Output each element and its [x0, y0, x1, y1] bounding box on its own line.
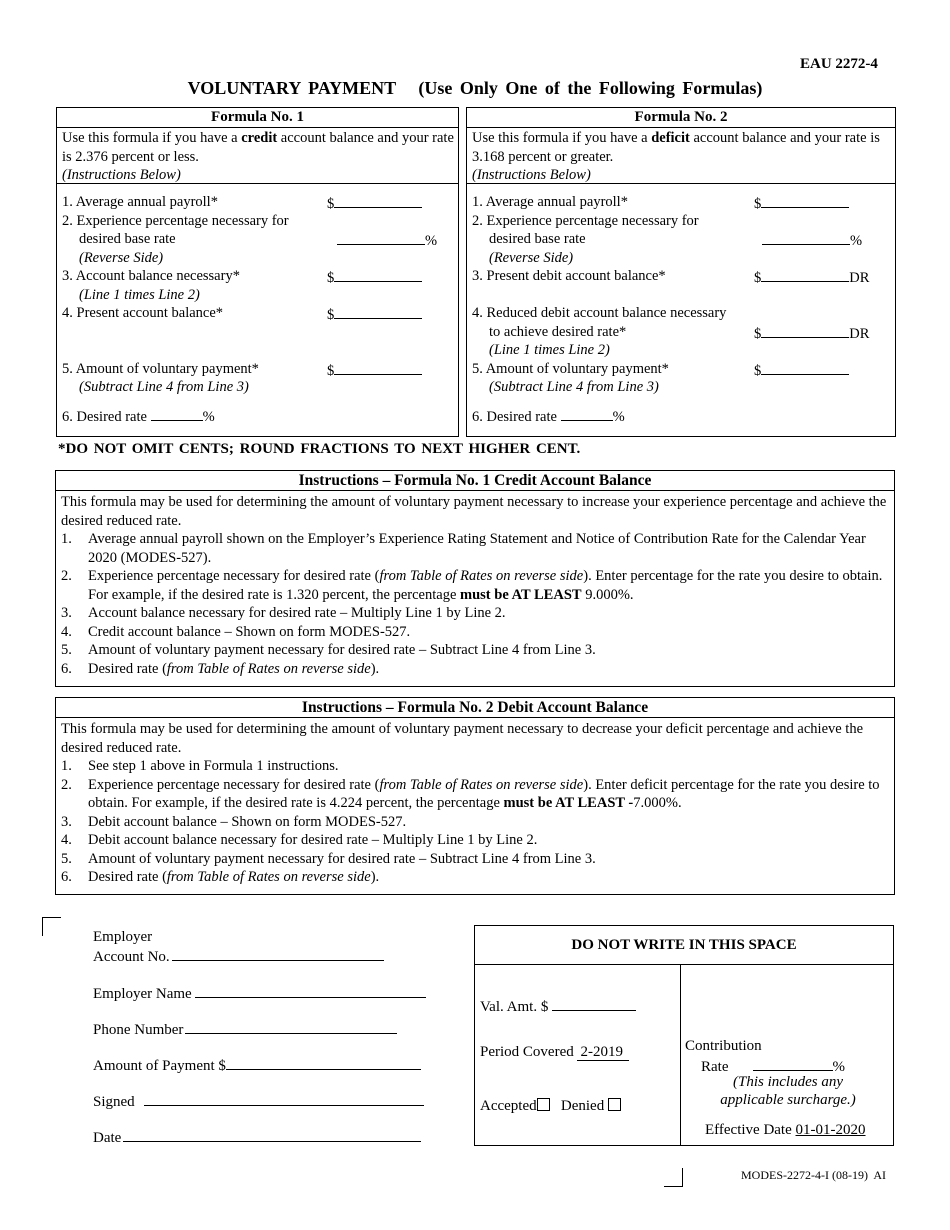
- form-id: EAU 2272-4: [800, 56, 878, 72]
- dollar-sign: $: [754, 326, 762, 342]
- val-amt-label: Val. Amt. $: [480, 999, 549, 1015]
- dollar-sign: $: [327, 307, 335, 323]
- f1-line3-field[interactable]: [327, 267, 422, 288]
- f1-line1-label: 1. Average annual payroll*: [62, 194, 218, 210]
- list-item: 4. Credit account balance – Shown on form MODES-527.: [61, 623, 411, 640]
- instructions-1-intro: This formula may be used for determining the amount of voluntary payment necessary to increase your experience percentage and achieve the desired reduced rate.: [61, 494, 887, 529]
- intro-text: Use this formula if you have a: [472, 130, 652, 146]
- intro-bold: deficit: [651, 130, 690, 146]
- employer-name-field[interactable]: [195, 983, 426, 998]
- f2-line1-field[interactable]: [754, 193, 849, 214]
- list-item: 1. Average annual payroll shown on the Employer’s Experience Rating Statement and Notice of Contribution Rate for the Calendar Year 2020 (MODES-527).: [61, 531, 866, 566]
- denied-checkbox[interactable]: [608, 1098, 621, 1111]
- dollar-sign: $: [327, 196, 335, 212]
- f2-line1-label: 1. Average annual payroll*: [472, 194, 628, 210]
- list-item: 6. Desired rate (from Table of Rates on reverse side).: [61, 660, 380, 677]
- list-item: 5. Amount of voluntary payment necessary for desired rate – Subtract Line 4 from Line 3.: [61, 850, 596, 867]
- dollar-sign: $: [754, 196, 762, 212]
- f2-line3-field[interactable]: [754, 267, 869, 288]
- account-label: [93, 928, 384, 966]
- f1-line4-field[interactable]: [327, 304, 422, 325]
- formula-2-intro: [467, 128, 895, 184]
- f1-line5-note: (Subtract Line 4 from Line 3): [79, 379, 249, 395]
- f2-line2-field[interactable]: [762, 230, 862, 251]
- f1-line3-label: 3. Account balance necessary*: [62, 268, 240, 284]
- contrib-label: Contribution: [685, 1038, 762, 1054]
- rate-field[interactable]: [753, 1056, 833, 1071]
- f1-line1-field[interactable]: [327, 193, 422, 214]
- signed-label: Signed: [93, 1094, 135, 1110]
- intro-note: (Instructions Below): [62, 167, 181, 183]
- f1-line6: [62, 406, 215, 427]
- form-footer-id: MODES-2272-4-I (08-19) AI: [741, 1168, 886, 1182]
- surcharge-line1: (This includes any: [733, 1074, 843, 1090]
- f2-line6-field[interactable]: [561, 406, 613, 421]
- f2-line2-note: (Reverse Side): [489, 250, 574, 266]
- percent-sign: %: [832, 1059, 845, 1075]
- percent-sign: %: [425, 233, 438, 249]
- val-amt-field[interactable]: [552, 996, 636, 1011]
- signed-row: [93, 1091, 424, 1111]
- percent-sign: %: [850, 233, 863, 249]
- f1-line3-note: (Line 1 times Line 2): [79, 287, 200, 303]
- formula-2-box: [466, 107, 896, 437]
- signature-field[interactable]: [144, 1091, 424, 1106]
- intro-text: Use this formula if you have a: [62, 130, 242, 146]
- list-item: 5. Amount of voluntary payment necessary for desired rate – Subtract Line 4 from Line 3.: [61, 642, 596, 658]
- list-item: 2. Experience percentage necessary for desired rate (from Table of Rates on reverse side). Enter percentage for the rate you desire to obtain. For example, if the desired rate is 1.320 percent, the percentage must be AT LEAST 9.000%.: [61, 568, 883, 603]
- list-item: 2. Experience percentage necessary for desired rate (from Table of Rates on reverse side). Enter deficit percentage for the rate you desire to obtain. For example, if the desired rate is 4.224 percent, the percentage must be AT LEAST -7.000%.: [61, 776, 880, 811]
- f1-line2-note: (Reverse Side): [79, 250, 164, 266]
- f1-line2-field[interactable]: [337, 230, 437, 251]
- corner-mark: [664, 1168, 683, 1187]
- instructions-1-body: [56, 491, 894, 678]
- list-item: 4. Debit account balance necessary for desired rate – Multiply Line 1 by Line 2.: [61, 832, 538, 848]
- f2-line5-field[interactable]: [754, 360, 849, 381]
- surcharge-line2: applicable surcharge.): [720, 1092, 856, 1108]
- instructions-1-heading: Instructions – Formula No. 1 Credit Account Balance: [56, 471, 894, 491]
- f2-line2-sub: desired base rate: [489, 231, 586, 247]
- status-row: [480, 1098, 621, 1115]
- instructions-1: [55, 470, 895, 687]
- f1-line6-field[interactable]: [151, 406, 203, 421]
- f2-line5-note: (Subtract Line 4 from Line 3): [489, 379, 659, 395]
- formula-1-heading: Formula No. 1: [57, 108, 458, 128]
- formula-1-box: [56, 107, 459, 437]
- list-item: 1. See step 1 above in Formula 1 instructions.: [61, 758, 339, 774]
- office-use-heading: DO NOT WRITE IN THIS SPACE: [475, 926, 893, 965]
- period-label: Period Covered: [480, 1044, 574, 1060]
- effective-date-label: Effective Date: [705, 1122, 792, 1138]
- f2-line4-note: (Line 1 times Line 2): [489, 342, 610, 358]
- accepted-checkbox[interactable]: [537, 1098, 550, 1111]
- rate-label: Rate: [701, 1059, 729, 1075]
- account-label-line2: Account No.: [93, 949, 170, 965]
- period-value: 2-2019: [577, 1044, 629, 1061]
- instructions-2-body: [56, 718, 894, 887]
- dollar-sign: $: [327, 363, 335, 379]
- effective-date-value: 01-01-2020: [795, 1122, 866, 1138]
- effective-date-row: [705, 1122, 866, 1139]
- phone-row: [93, 1019, 397, 1039]
- account-label-line1: Employer: [93, 929, 153, 945]
- list-item: 6. Desired rate (from Table of Rates on reverse side).: [61, 869, 380, 885]
- employer-name-row: [93, 983, 426, 1003]
- amount-label: Amount of Payment $: [93, 1058, 226, 1074]
- percent-sign: %: [202, 409, 215, 425]
- percent-sign: %: [612, 409, 625, 425]
- account-no-field[interactable]: [172, 946, 384, 961]
- list-item: 3. Debit account balance – Shown on form MODES-527.: [61, 813, 407, 830]
- f2-line4-label: 4. Reduced debit account balance necessary: [472, 305, 727, 321]
- surcharge-note: [681, 1073, 895, 1109]
- f1-line2-sub: desired base rate: [79, 231, 176, 247]
- phone-label: Phone Number: [93, 1022, 184, 1038]
- f1-line5-field[interactable]: [327, 360, 422, 381]
- list-item: 3. Account balance necessary for desired rate – Multiply Line 1 by Line 2.: [61, 605, 506, 621]
- phone-field[interactable]: [185, 1019, 397, 1034]
- intro-bold: credit: [241, 130, 278, 146]
- office-use-box: [474, 925, 894, 1146]
- f2-line2-label: 2. Experience percentage necessary for: [472, 213, 699, 229]
- f1-line5-label: 5. Amount of voluntary payment*: [62, 361, 259, 377]
- instructions-2-heading: Instructions – Formula No. 2 Debit Account Balance: [56, 698, 894, 718]
- period-row: [480, 1044, 629, 1061]
- f2-line5-label: 5. Amount of voluntary payment*: [472, 361, 669, 377]
- val-amt-row: [480, 996, 636, 1016]
- f1-line2-label: 2. Experience percentage necessary for: [62, 213, 289, 229]
- dr-suffix: DR: [849, 326, 870, 342]
- date-label: Date: [93, 1130, 122, 1146]
- f1-line4-label: 4. Present account balance*: [62, 305, 224, 321]
- denied-label: Denied: [560, 1098, 605, 1114]
- intro-text: account balance and your rate is 2.376 percent or less.: [62, 130, 454, 165]
- f1-line6-label: 6. Desired rate: [62, 409, 147, 425]
- cents-note: *DO NOT OMIT CENTS; ROUND FRACTIONS TO NEXT HIGHER CENT.: [58, 441, 581, 457]
- date-row: [93, 1127, 421, 1147]
- instructions-2-intro: This formula may be used for determining the amount of voluntary payment necessary to decrease your deficit percentage and achieve the desired reduced rate.: [61, 721, 864, 756]
- intro-note: (Instructions Below): [472, 167, 591, 183]
- dollar-sign: $: [754, 270, 762, 286]
- office-use-left: [475, 965, 681, 1145]
- f2-line4-sub: to achieve desired rate*: [489, 324, 627, 340]
- f2-line6: [472, 406, 625, 427]
- instructions-2: [55, 697, 895, 895]
- dr-suffix: DR: [849, 270, 870, 286]
- f2-line4-field[interactable]: [754, 323, 869, 344]
- accepted-label: Accepted: [480, 1098, 537, 1114]
- corner-mark: [42, 917, 61, 936]
- dollar-sign: $: [327, 270, 335, 286]
- date-field[interactable]: [123, 1127, 421, 1142]
- amount-row: [93, 1055, 421, 1075]
- employer-name-label: Employer Name: [93, 986, 192, 1002]
- amount-field[interactable]: [226, 1055, 421, 1070]
- formula-2-heading: Formula No. 2: [467, 108, 895, 128]
- page-title: VOLUNTARY PAYMENT (Use Only One of the Following Formulas): [187, 78, 763, 98]
- dollar-sign: $: [754, 363, 762, 379]
- intro-text: account balance and your rate is 3.168 percent or greater.: [472, 130, 880, 165]
- formula-1-intro: [57, 128, 458, 184]
- f2-line3-label: 3. Present debit account balance*: [472, 268, 666, 284]
- f2-line6-label: 6. Desired rate: [472, 409, 557, 425]
